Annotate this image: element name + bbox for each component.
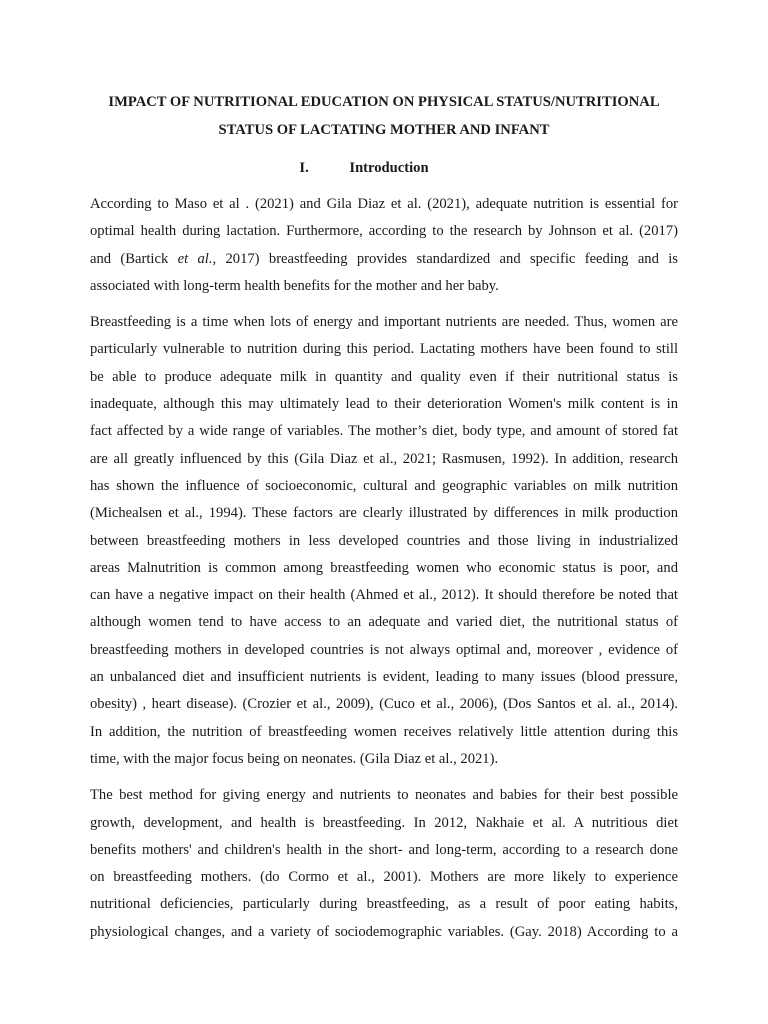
- paragraph-line: nutritional deficiencies, particularly during breastfeeding, as a result of poor eating habits,: [90, 896, 678, 913]
- paragraph-line: on breastfeeding mothers. (do Cormo et al., 2001). Mothers are more likely to experience: [90, 869, 678, 886]
- section-heading: [90, 154, 678, 182]
- paragraph-line: be able to produce adequate milk in quantity and quality even if their nutritional status is: [90, 368, 678, 385]
- paragraph-line: Breastfeeding is a time when lots of energy and important nutrients are needed. Thus, women are: [90, 314, 678, 331]
- body-text: [90, 191, 678, 946]
- paragraph-line: physiological changes, and a variety of sociodemographic variables. (Gay. 2018) According to a: [90, 923, 678, 940]
- paragraph-line: particularly vulnerable to nutrition during this period. Lactating mothers have been found to still: [90, 341, 678, 358]
- document-page: [90, 88, 678, 946]
- section-number: I.: [299, 160, 309, 176]
- paragraph-line: can have a negative impact on their health (Ahmed et al., 2012). It should therefore be noted that: [90, 587, 678, 604]
- paragraph-line: between breastfeeding mothers in less developed countries and those living in industrialized: [90, 532, 678, 549]
- paragraph-line: and (Bartick et al., 2017) breastfeeding provides standardized and specific feeding and is: [90, 250, 678, 267]
- paragraph: [90, 191, 678, 300]
- paragraph-line: According to Maso et al . (2021) and Gila Diaz et al. (2021), adequate nutrition is essential for: [90, 196, 678, 212]
- paragraph-line: In addition, the nutrition of breastfeeding women receives relatively little attention during this: [90, 723, 678, 740]
- paragraph-line: has shown the influence of socioeconomic, cultural and geographic variables on milk nutrition: [90, 477, 678, 494]
- paragraph-line: fact affected by a wide range of variables. The mother’s diet, body type, and amount of stored fat: [90, 423, 678, 440]
- document-title-line-1: IMPACT OF NUTRITIONAL EDUCATION ON PHYSICAL STATUS/NUTRITIONAL: [108, 94, 660, 110]
- paragraph: [90, 782, 678, 946]
- paragraph-line: growth, development, and health is breastfeeding. In 2012, Nakhaie et al. A nutritious diet: [90, 814, 678, 831]
- paragraph-line: (Michealsen et al., 1994). These factors are clearly illustrated by differences in milk production: [90, 505, 678, 522]
- paragraph-line: inadequate, although this may ultimately lead to their deterioration Women's milk content is in: [90, 396, 678, 413]
- paragraph-line: benefits mothers' and children's health in the short- and long-term, according to a research done: [90, 841, 678, 858]
- paragraph-line: obesity) , heart disease). (Crozier et al., 2009), (Cuco et al., 2006), (Dos Santos et al. al., 2014).: [90, 696, 678, 713]
- paragraph-line: although women tend to have access to an adequate and varied diet, the nutritional status of: [90, 614, 678, 631]
- paragraph-line: areas Malnutrition is common among breastfeeding women who economic status is poor, and: [90, 559, 678, 576]
- paragraph-line: associated with long-term health benefits for the mother and her baby.: [90, 277, 499, 294]
- paragraph-line: are all greatly influenced by this (Gila Diaz et al., 2021; Rasmusen, 1992). In addition, research: [90, 450, 678, 467]
- paragraph-line: breastfeeding mothers in developed countries is not always optimal and, moreover , evidence of: [90, 641, 678, 658]
- document-title-line-2: STATUS OF LACTATING MOTHER AND INFANT: [218, 122, 550, 138]
- paragraph: [90, 309, 678, 773]
- paragraph-line: time, with the major focus being on neonates. (Gila Diaz et al., 2021).: [90, 750, 499, 767]
- paragraph-line: an unbalanced diet and insufficient nutrients is evident, leading to many issues (blood pressure,: [90, 669, 678, 686]
- section-title: Introduction: [349, 160, 429, 176]
- paragraph-line: The best method for giving energy and nutrients to neonates and babies for their best possible: [90, 787, 678, 804]
- paragraph-line: optimal health during lactation. Furthermore, according to the research by Johnson et al. (2017): [90, 223, 678, 240]
